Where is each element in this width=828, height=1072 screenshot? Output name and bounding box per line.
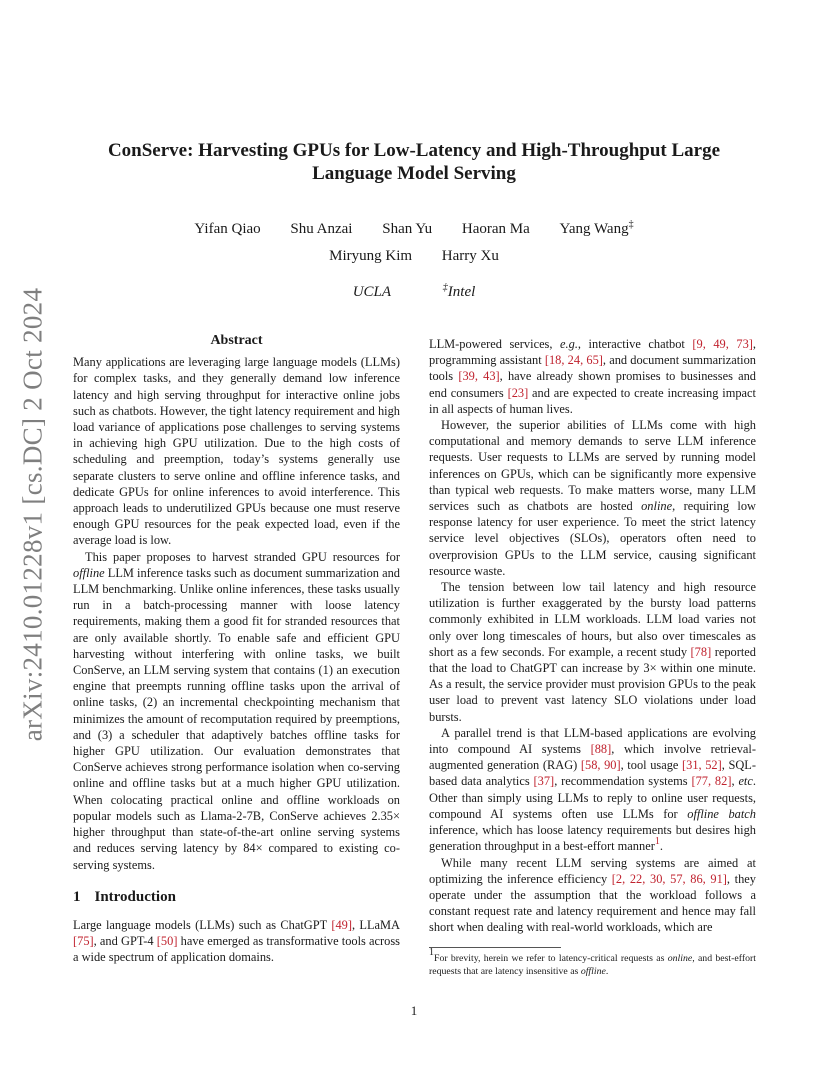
affiliations (60, 284, 768, 301)
text-run: Large language models (LLMs) such as ChatGPT (73, 917, 332, 932)
text-run: This paper proposes to harvest stranded GPU resources for (85, 549, 400, 564)
text-run: , LLaMA (351, 917, 400, 932)
text-run: , and best-effort requests that are latency insensitive as (429, 953, 756, 977)
author-name: Yang Wang (559, 221, 629, 237)
emphasis: offline (580, 966, 606, 977)
text-run: However, the superior abilities of LLMs come with high computational and memory demands to serve LLM inference requests. User requests to LLMs are served by running model inferences on GPUs, which can be significantly more expensive than typical web requests. To make matters worse, many LLM services such as chatbots are hosted (429, 418, 756, 514)
author-name: Shan Yu (382, 221, 433, 237)
text-run: and are expected to create increasing impact in all aspects of human lives. (429, 385, 756, 416)
text-run: , which involve retrieval-augmented generation (RAG) (429, 742, 756, 773)
citation-link[interactable]: [23] (507, 385, 529, 400)
citation-link[interactable]: [78] (690, 644, 712, 659)
text-run: , recommendation systems (554, 774, 692, 789)
author-name-with-mark (560, 221, 634, 238)
text-run: While many recent LLM serving systems are aimed at optimizing the inference efficiency (429, 855, 756, 886)
footnote-divider (429, 947, 561, 948)
citation-link[interactable]: [31, 52] (682, 758, 722, 773)
citation-link[interactable]: [37] (533, 774, 555, 789)
intro-paragraph-3 (429, 579, 756, 725)
text-run: LLM inference tasks such as document summarization and LLM benchmarking. Unlike online inferences, these tasks usually run in a batch-processing manner with loose latency requirements, making them a good fit for stranded resources that are only available shortly. To enable safe and efficient GPU harvesting without interfering with online tasks, we built ConServe, an LLM serving system that contains (1) an execution engine that preempts running offline tasks upon the arrival of online tasks, (2) an incremental checkpointing mechanism that minimizes the amount of recomputation required by preemptions, and (3) a scheduler that adaptively batches offline tasks for higher GPU utilization. Our evaluation demonstrates that ConServe achieves strong performance isolation when co-serving online and offline tasks but at a much higher GPU utilization. When colocating practical online and offline workloads on popular models such as Llama-2-7B, ConServe achieves 2.35× higher throughput than state-of-the-art online serving systems and reduces serving latency by 84× compared to existing co-serving systems. (73, 565, 400, 872)
citation-link[interactable]: [9, 49, 73] (692, 337, 753, 351)
text-run: The tension between low tail latency and high resource utilization is further exaggerated by the bursty load patterns commonly exhibited in LLM workloads. LLM load varies not only over long timescales of hours, but also over timescales as short as a few seconds. For example, a recent study (429, 580, 756, 659)
citation-link[interactable]: [75] (73, 934, 94, 949)
text-run: inference, which has loose latency requirements but desires high generation throughput in a best-effort manner (429, 823, 756, 854)
affiliation-intel (443, 284, 476, 301)
emphasis: e.g. (560, 337, 578, 351)
authors-row-2 (60, 248, 768, 265)
abstract-paragraph-1: Many applications are leveraging large language models (LLMs) for complex tasks, and they generally demand low inference latency and high serving throughput for interactive online jobs such as chatbots. However, the tight latency requirement and high load variance of applications pose challenges to serving systems in achieving high GPU utilization. Due to the high costs of scheduling and preemption, today’s systems generally use separate clusters to serve online and offline inference tasks, and dedicate GPUs for online inferences to avoid interference. This approach leads to underutilized GPUs because one must reserve enough GPU resources for the peak expected load, even if the average load is low. (73, 355, 400, 548)
text-run: . Other than simply using LLMs to reply to online user requests, compound AI systems often use LLMs for (429, 774, 756, 821)
text-run: . (605, 966, 609, 977)
emphasis: offline batch (687, 806, 756, 821)
text-run: , (731, 774, 739, 789)
author-name: Yifan Qiao (194, 221, 261, 237)
page-number: 1 (410, 1003, 418, 1018)
left-column (73, 333, 400, 966)
text-run: reported that the load to ChatGPT can increase by 3× within one minute. As a result, the service provider must provision GPUs to the peak user load to prevent vast latency SLO violations under load bursts. (429, 644, 756, 724)
intro-paragraph-continued (429, 336, 756, 417)
citation-link[interactable]: [18, 24, 65] (544, 353, 603, 368)
text-run: For brevity, herein we refer to latency-critical requests as (434, 953, 668, 964)
author-name: Haoran Ma (461, 221, 530, 237)
citation-link[interactable]: [39, 43] (458, 369, 500, 384)
affiliation-name: Intel (447, 284, 476, 300)
author-name: Miryung Kim (329, 248, 413, 264)
emphasis: online (641, 499, 673, 514)
footnote-number: 1 (429, 947, 434, 958)
citation-link[interactable]: [58, 90] (580, 758, 621, 773)
citation-link[interactable]: [50] (156, 934, 178, 949)
title-line-1: ConServe: Harvesting GPUs for Low-Latency and High-Throughput Large (107, 140, 721, 161)
text-run: . (659, 839, 663, 854)
intro-paragraph-4 (429, 725, 756, 855)
section-number: 1 (73, 888, 81, 905)
citation-link[interactable]: [88] (590, 742, 612, 757)
section-title: Introduction (94, 888, 176, 905)
right-column (429, 336, 756, 936)
text-run: , they operate under the assumption that the workload follows a constant request rate and latency requirement and hence may fall short when dealing with real-world workloads, which are (429, 871, 756, 935)
affiliation-mark: ‡ (442, 282, 448, 293)
footnote-marker[interactable]: 1 (654, 836, 660, 848)
text-run: , and document summarization tools (429, 353, 756, 384)
text-run: A parallel trend is that LLM-based applications are evolving into compound AI systems (429, 725, 756, 757)
title-line-2: Language Model Serving (312, 163, 516, 184)
paper-title (60, 139, 768, 185)
abstract-paragraph-2 (73, 549, 400, 873)
emphasis: offline (73, 565, 105, 580)
arxiv-identifier-stamp (4, 287, 62, 741)
affiliation-mark: ‡ (628, 219, 634, 230)
author-name: Harry Xu (441, 248, 499, 264)
intro-paragraph-2 (429, 417, 756, 579)
affiliation-ucla: UCLA (352, 284, 392, 300)
footnote (429, 947, 756, 978)
section-heading-introduction (73, 889, 400, 905)
citation-link[interactable]: [49] (331, 917, 352, 932)
text-run: , requiring low response latency for user experience. To meet the strict latency service level objectives (SLOs), operators often need to overprovision GPUs to the LLM service, causing significant resource waste. (429, 499, 756, 578)
text-run: , interactive chatbot (577, 337, 693, 351)
text-run: , tool usage (620, 758, 683, 773)
arxiv-identifier-text: arXiv:2410.01228v1 [cs.DC] 2 Oct 2024 (17, 287, 48, 741)
abstract-heading: Abstract (210, 333, 263, 348)
text-run: LLM-powered services, (429, 337, 561, 351)
intro-paragraph-1 (73, 917, 400, 966)
citation-link[interactable]: [77, 82] (691, 774, 732, 789)
text-run: , SQL-based data analytics (429, 758, 756, 789)
text-run: have emerged as transformative tools across a wide spectrum of application domains. (73, 934, 401, 965)
text-run: , and GPT-4 (93, 934, 157, 949)
intro-paragraph-5 (429, 855, 756, 936)
text-run: , programming assistant (429, 337, 756, 368)
author-name: Shu Anzai (290, 221, 353, 237)
text-run: , have already shown promises to businesses and end consumers (429, 369, 756, 400)
authors-row-1 (60, 221, 768, 238)
emphasis: etc (738, 774, 753, 789)
emphasis: online (667, 953, 693, 964)
citation-link[interactable]: [2, 22, 30, 57, 86, 91] (611, 871, 727, 886)
